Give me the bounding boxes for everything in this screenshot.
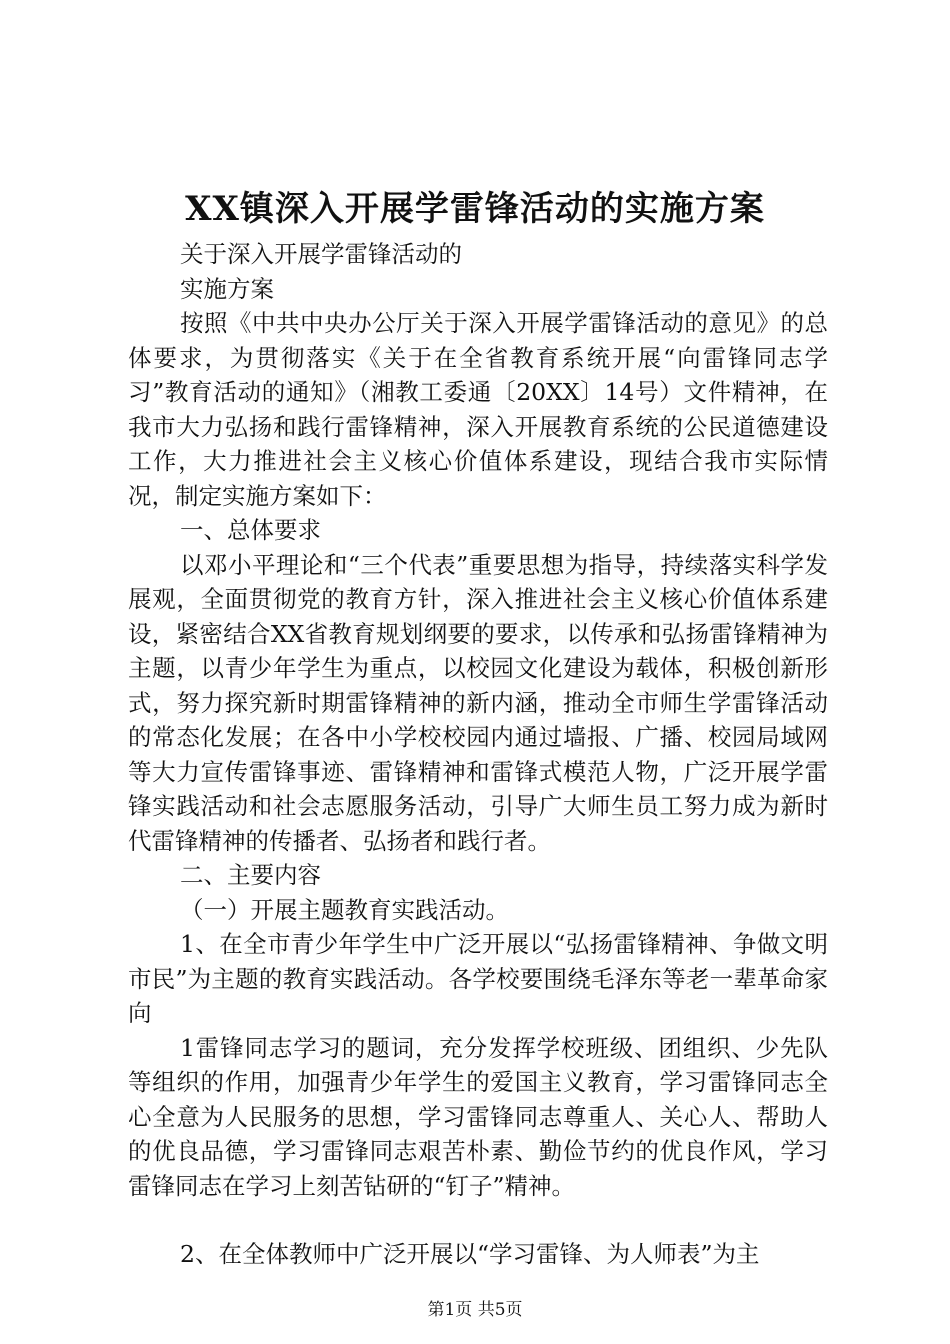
- paragraph-general-requirements: 以邓小平理论和“三个代表”重要思想为指导，持续落实科学发展观，全面贯彻党的教育方针，深入推进社会主义核心价值体系建设，紧密结合XX省教育规划纲要的要求，以传承和弘扬雷锋精神为主题，以青少年学生为重点，以校园文化建设为载体，积极创新形式，努力探究新时期雷锋精神的新内涵，推动全市师生学雷锋活动的常态化发展；在各中小学校校园内通过墙报、广播、校园局域网等大力宣传雷锋事迹、雷锋精神和雷锋式模范人物，广泛开展学雷锋实践活动和社会志愿服务活动，引导广大师生员工努力成为新时代雷锋精神的传播者、弘扬者和践行者。: [128, 550, 828, 855]
- paragraph-intro: 按照《中共中央办公厅关于深入开展学雷锋活动的意见》的总体要求，为贯彻落实《关于在全省教育系统开展“向雷锋同志学习”教育活动的通知》（湘教工委通〔20XX〕14号）文件精神，在我市大力弘扬和践行雷锋精神，深入开展教育系统的公民道德建设工作，大力推进社会主义核心价值体系建设，现结合我市实际情况，制定实施方案如下：: [128, 309, 828, 510]
- paragraph-subtitle-line2: 实施方案: [180, 274, 274, 303]
- paragraph-subtitle-line1: 关于深入开展学雷锋活动的: [180, 240, 462, 268]
- section-heading-main-content: 二、主要内容: [180, 861, 321, 889]
- subsection-heading-theme-activities: （一）开展主题教育实践活动。: [180, 895, 509, 924]
- paragraph-item-2: 2、在全体教师中广泛开展以“学习雷锋、为人师表”为主: [180, 1240, 760, 1268]
- document-title: XX镇深入开展学雷锋活动的实施方案: [185, 189, 765, 229]
- paragraph-item-1: 1、在全市青少年学生中广泛开展以“弘扬雷锋精神、争做文明市民”为主题的教育实践活动。各学校要围绕毛泽东等老一辈革命家向: [128, 930, 828, 1027]
- document-body: [128, 237, 828, 1272]
- paragraph-item-1-continued: 1雷锋同志学习的题词，充分发挥学校班级、团组织、少先队等组织的作用，加强青少年学生的爱国主义教育，学习雷锋同志全心全意为人民服务的思想，学习雷锋同志尊重人、关心人、帮助人的优良品德，学习雷锋同志艰苦朴素、勤俭节约的优良作风，学习雷锋同志在学习上刻苦钻研的“钉子”精神。: [128, 1033, 828, 1200]
- page-number-footer: 第1页 共5页: [427, 1300, 523, 1320]
- section-heading-general-requirements: 一、总体要求: [180, 516, 321, 544]
